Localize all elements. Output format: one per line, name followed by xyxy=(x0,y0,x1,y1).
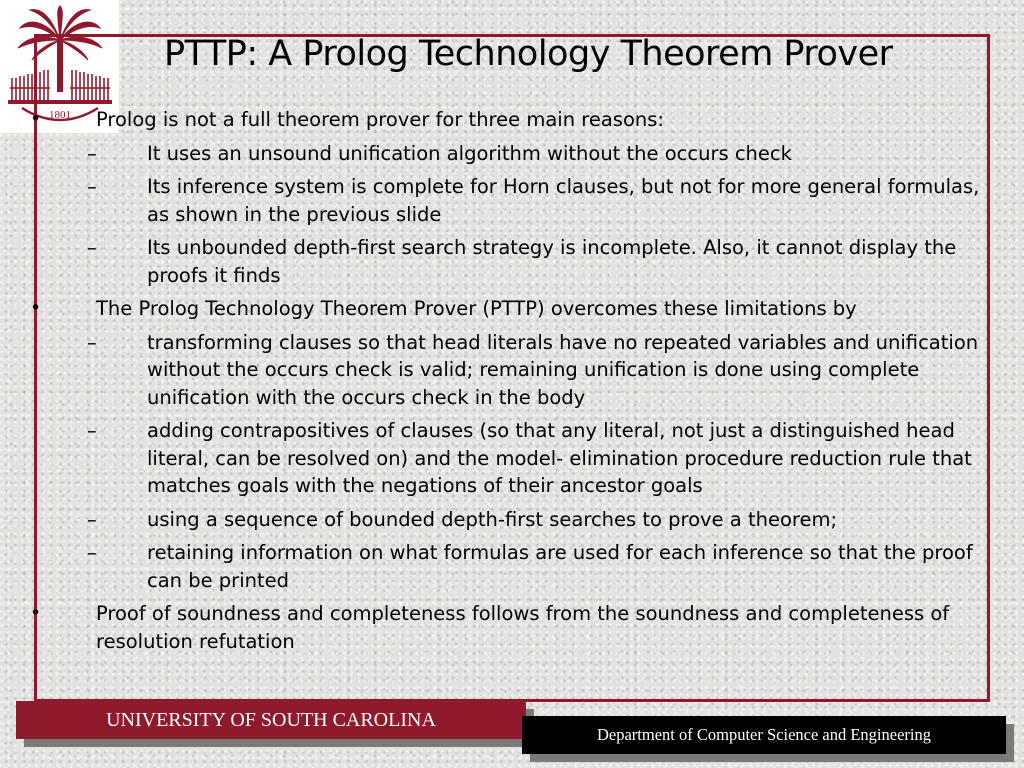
bullet-text: Prolog is not a full theorem prover for three main reasons: xyxy=(96,108,664,131)
bullet-text: Its inference system is complete for Horn clauses, but not for more general formulas, as shown in the previous slide xyxy=(147,175,980,226)
bullet-item xyxy=(30,295,992,323)
slide-title: PTTP: A Prolog Technology Theorem Prover xyxy=(164,34,893,74)
footer-university-label: UNIVERSITY OF SOUTH CAROLINA xyxy=(106,708,436,731)
slide-content xyxy=(30,106,992,661)
footer-department xyxy=(522,716,1006,754)
bullet-marker: • xyxy=(30,108,42,130)
dash-marker: – xyxy=(87,507,97,531)
dash-marker: – xyxy=(87,541,97,564)
logo-year: 1801 xyxy=(49,109,71,121)
bullet-item xyxy=(30,106,992,134)
dash-marker: – xyxy=(87,330,97,354)
dash-marker: – xyxy=(87,175,97,198)
bullet-text: transforming clauses so that head literals have no repeated variables and unification without the occurs check is valid; remaining unification is done using complete unification with the occurs check in the body xyxy=(147,330,979,409)
bullet-marker: • xyxy=(30,297,42,319)
sub-bullet-item xyxy=(30,417,992,500)
sub-bullet-item xyxy=(30,329,992,412)
sub-bullet-item xyxy=(30,173,992,228)
sub-bullet-item xyxy=(30,539,992,594)
bullet-text: retaining information on what formulas are used for each inference so that the proof can be printed xyxy=(147,541,973,592)
bullet-text: adding contrapositives of clauses (so that any literal, not just a distinguished head literal, can be resolved on) and the model- elimination procedure reduction rule that matches goals with the negations of their ancestor goals xyxy=(147,419,972,497)
footer-department-label: Department of Computer Science and Engineering xyxy=(596,725,931,744)
bullet-text: The Prolog Technology Theorem Prover (PTTP) overcomes these limitations by xyxy=(96,297,857,320)
bullet-text: Proof of soundness and completeness follows from the soundness and completeness of resolution refutation xyxy=(96,602,950,653)
bullet-text: Its unbounded depth-first search strategy is incomplete. Also, it cannot display the proofs it finds xyxy=(147,236,957,287)
footer-university xyxy=(16,701,526,739)
bullet-text: It uses an unsound unification algorithm without the occurs check xyxy=(147,141,792,165)
dash-marker: – xyxy=(87,141,97,165)
sub-bullet-item xyxy=(30,140,992,168)
dash-marker: – xyxy=(87,236,97,259)
dash-marker: – xyxy=(87,419,97,442)
bullet-marker: • xyxy=(30,602,42,624)
sub-bullet-item xyxy=(30,506,992,534)
sub-bullet-item xyxy=(30,234,992,289)
bullet-text: using a sequence of bounded depth-first searches to prove a theorem; xyxy=(147,507,838,531)
bullet-item xyxy=(30,600,992,655)
